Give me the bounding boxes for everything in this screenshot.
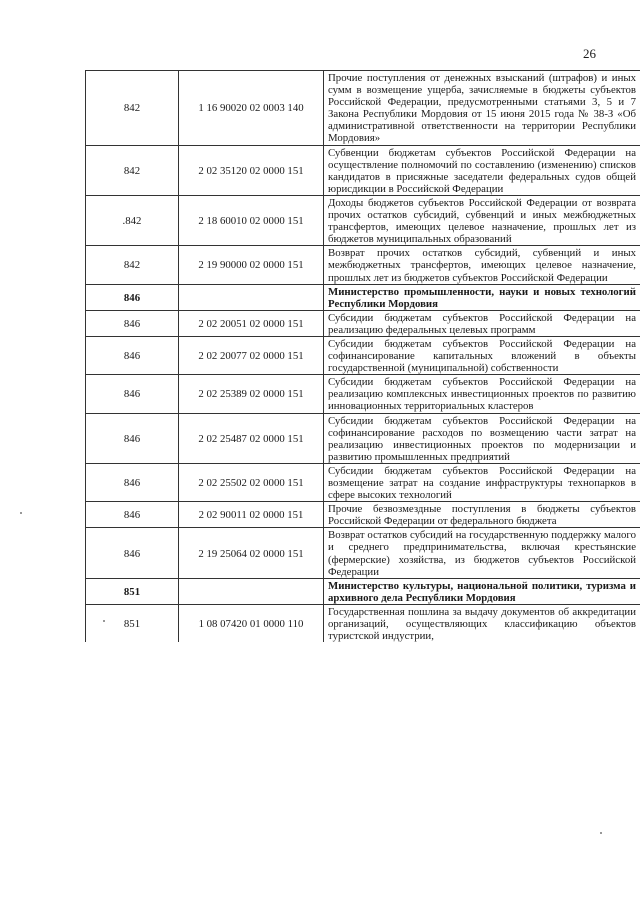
admin-code-cell: 846	[86, 463, 179, 501]
description-cell: Доходы бюджетов субъектов Российской Федерации от возврата прочих остатков субсидий, субвенций и иных межбюджетных трансфертов, имеющих целевое назначение, прошлых лет из бюджетов муниципальных образований	[324, 195, 640, 245]
budget-code-cell: 1 16 90020 02 0003 140	[179, 71, 324, 146]
table-row	[86, 71, 640, 146]
table-row	[86, 502, 640, 528]
table-row	[86, 375, 640, 413]
description-cell: Субсидии бюджетам субъектов Российской Федерации на софинансирование капитальных вложений в объекты государственной (муниципальной) собственности	[324, 336, 640, 374]
admin-code-cell: 846	[86, 502, 179, 528]
admin-code-cell: 851	[86, 604, 179, 642]
scan-speck	[20, 512, 22, 514]
admin-code-cell: 846	[86, 413, 179, 463]
budget-code-cell: 2 19 90000 02 0000 151	[179, 246, 324, 284]
budget-code-cell: 2 19 25064 02 0000 151	[179, 528, 324, 578]
admin-code-cell: 846	[86, 284, 179, 310]
admin-code-cell: 846	[86, 528, 179, 578]
description-cell: Государственная пошлина за выдачу документов об аккредитации организаций, осуществляющих классификацию объектов туристской индустрии,	[324, 604, 640, 642]
table-row	[86, 310, 640, 336]
budget-code-cell: 2 02 20077 02 0000 151	[179, 336, 324, 374]
admin-code-cell: 846	[86, 310, 179, 336]
scan-speck	[103, 620, 105, 622]
table-row	[86, 604, 640, 642]
description-cell: Субвенции бюджетам субъектов Российской Федерации на осуществление полномочий по составлению (изменению) списков кандидатов в присяжные заседатели федеральных судов общей юрисдикции в Российской Федерации	[324, 145, 640, 195]
admin-code-cell: 842	[86, 145, 179, 195]
budget-code-table	[85, 70, 640, 642]
table-row	[86, 195, 640, 245]
budget-code-cell: 2 02 25487 02 0000 151	[179, 413, 324, 463]
budget-code-cell: 2 02 25389 02 0000 151	[179, 375, 324, 413]
ministry-name-cell: Министерство промышленности, науки и новых технологий Республики Мордовия	[324, 284, 640, 310]
admin-code-cell: 851	[86, 578, 179, 604]
budget-code-cell: 2 02 35120 02 0000 151	[179, 145, 324, 195]
description-cell: Прочие поступления от денежных взысканий (штрафов) и иных сумм в возмещение ущерба, зачисляемые в бюджеты субъектов Российской Федерации, предусмотренными статьями 3, 5 и 7 Закона Республики Мордовия от 15 июня 2015 года № 38-З «Об административной ответственности на территории Республики Мордовия»	[324, 71, 640, 146]
description-cell: Возврат прочих остатков субсидий, субвенций и иных межбюджетных трансфертов, имеющих целевое назначение, прошлых лет из бюджетов субъектов Российской Федерации	[324, 246, 640, 284]
description-cell: Прочие безвозмездные поступления в бюджеты субъектов Российской Федерации от федерального бюджета	[324, 502, 640, 528]
description-cell: Субсидии бюджетам субъектов Российской Федерации на софинансирование расходов по возмещению части затрат на реализацию инвестиционных проектов по модернизации и развитию промышленных предприятий	[324, 413, 640, 463]
description-cell: Субсидии бюджетам субъектов Российской Федерации на возмещение затрат на создание инфраструктуры технопарков в сфере высоких технологий	[324, 463, 640, 501]
description-cell: Субсидии бюджетам субъектов Российской Федерации на реализацию федеральных целевых программ	[324, 310, 640, 336]
budget-code-cell	[179, 284, 324, 310]
budget-code-cell	[179, 578, 324, 604]
table-body	[86, 71, 640, 643]
description-cell: Возврат остатков субсидий на государственную поддержку малого и среднего предпринимательства, включая крестьянские (фермерские) хозяйства, из бюджетов субъектов Российской Федерации	[324, 528, 640, 578]
admin-code-cell: 842	[86, 246, 179, 284]
table-row	[86, 145, 640, 195]
table-row	[86, 528, 640, 578]
admin-code-cell: 846	[86, 336, 179, 374]
table-row-header	[86, 578, 640, 604]
budget-code-cell: 2 02 90011 02 0000 151	[179, 502, 324, 528]
description-cell: Субсидии бюджетам субъектов Российской Федерации на реализацию комплексных инвестиционных проектов по развитию инновационных территориальных кластеров	[324, 375, 640, 413]
admin-code-cell: 846	[86, 375, 179, 413]
table-row	[86, 463, 640, 501]
table-row	[86, 413, 640, 463]
table-row-header	[86, 284, 640, 310]
page-number: 26	[583, 46, 596, 61]
admin-code-cell: .842	[86, 195, 179, 245]
table-row	[86, 336, 640, 374]
budget-code-cell: 2 02 25502 02 0000 151	[179, 463, 324, 501]
ministry-name-cell: Министерство культуры, национальной политики, туризма и архивного дела Республики Мордовия	[324, 578, 640, 604]
scan-speck	[600, 832, 602, 834]
table-row	[86, 246, 640, 284]
budget-code-cell: 2 18 60010 02 0000 151	[179, 195, 324, 245]
budget-code-cell: 2 02 20051 02 0000 151	[179, 310, 324, 336]
budget-code-cell: 1 08 07420 01 0000 110	[179, 604, 324, 642]
admin-code-cell: 842	[86, 71, 179, 146]
